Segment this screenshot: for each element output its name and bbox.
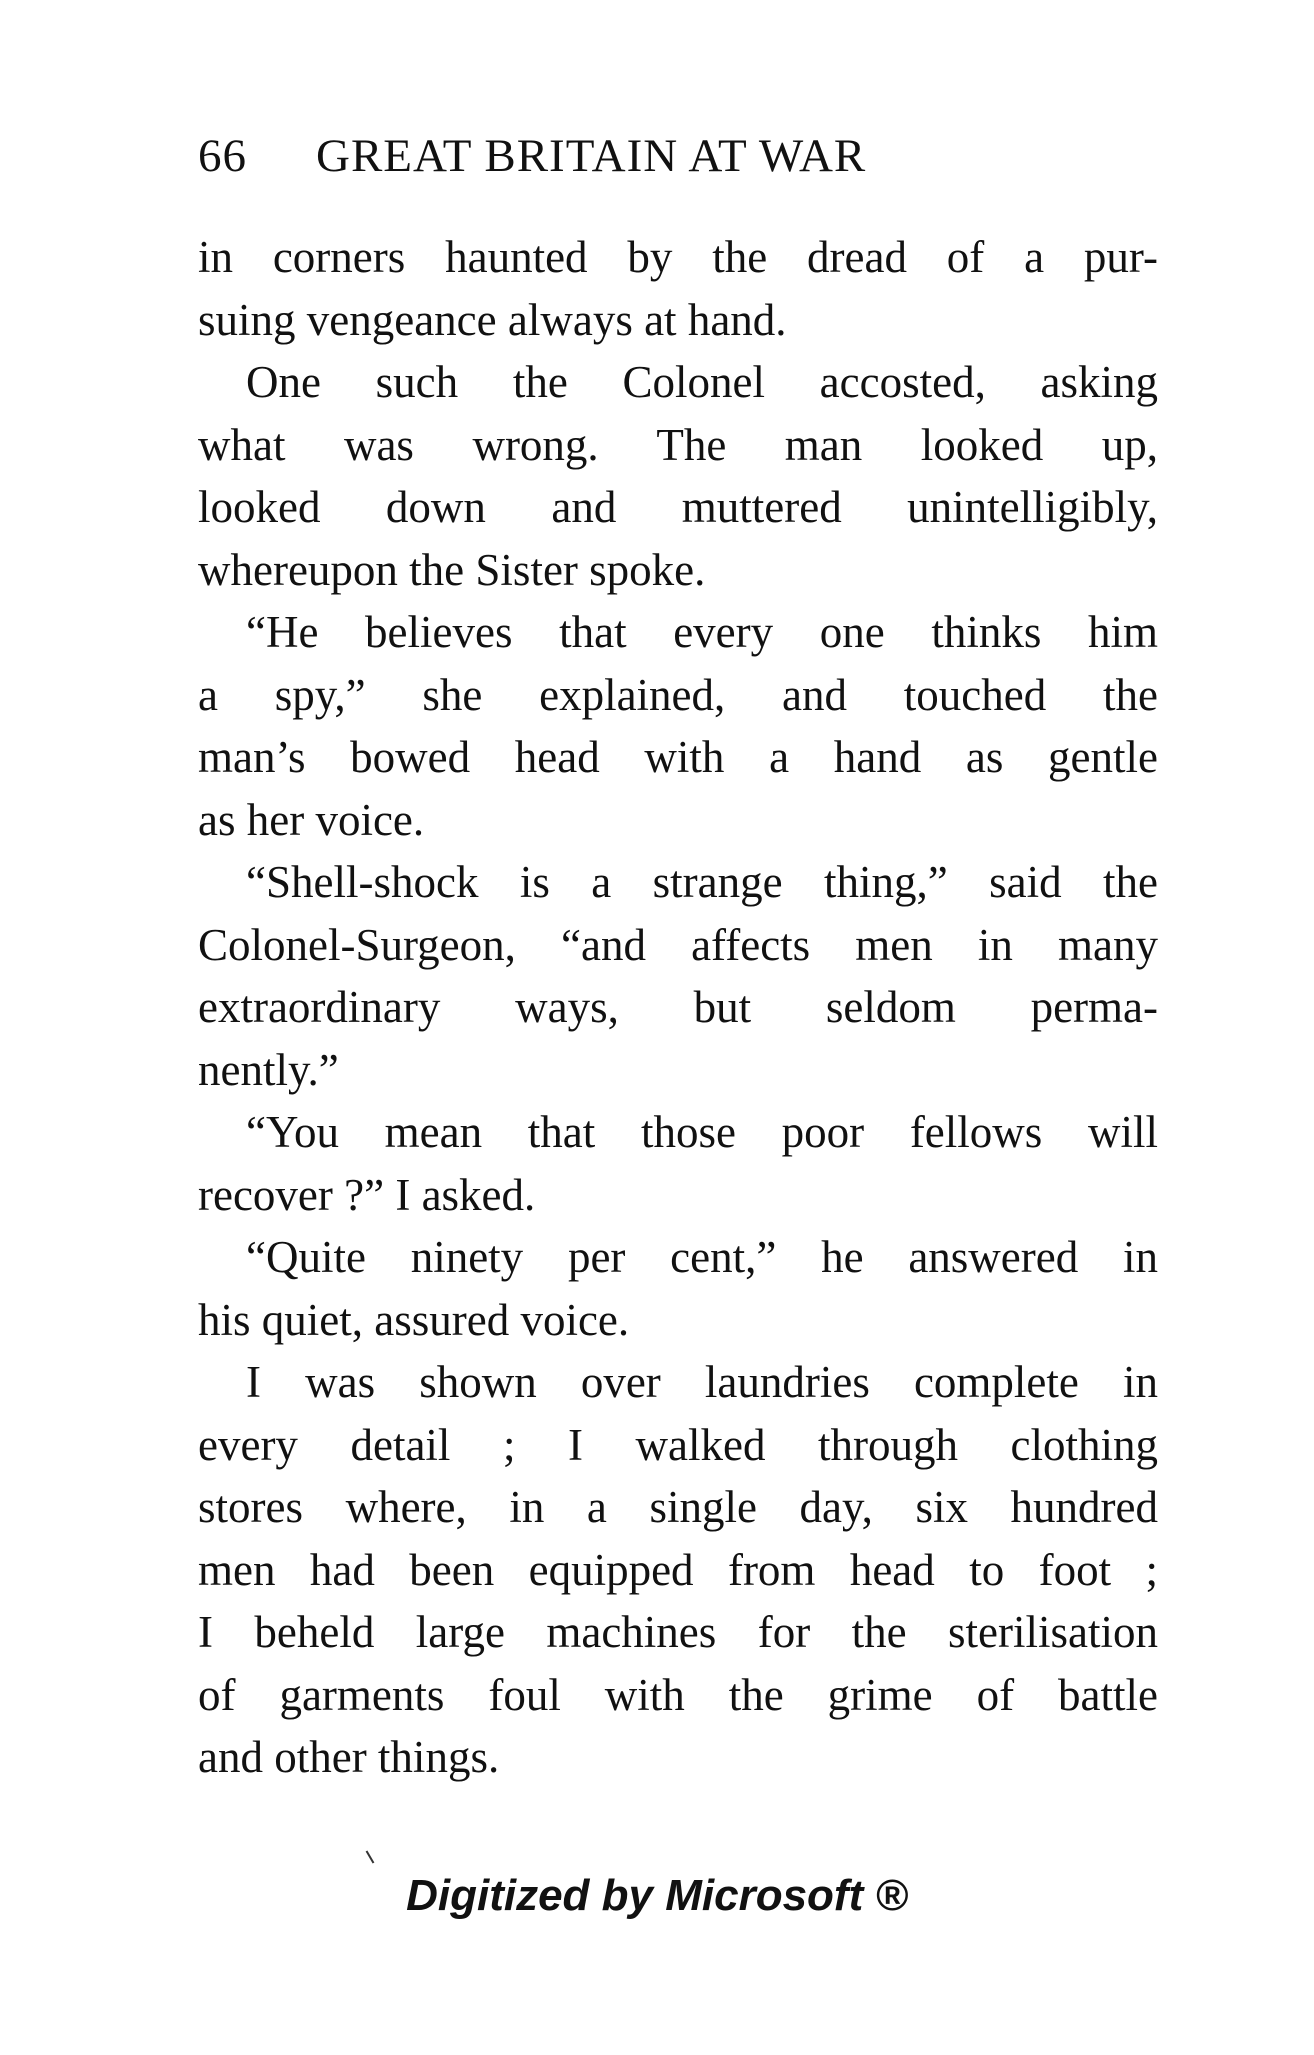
running-title: GREAT BRITAIN AT WAR xyxy=(316,130,867,182)
text-line: extraordinary ways, but seldom perma- xyxy=(198,982,1158,1032)
text-line: Colonel-Surgeon, “and affects men in many xyxy=(198,919,1158,970)
text-line: every detail ; I walked through clothing xyxy=(198,1419,1158,1470)
text-line: as her voice. xyxy=(198,794,425,845)
scan-mark xyxy=(366,1850,375,1863)
text-line: I beheld large machines for the sterilisation xyxy=(198,1607,1158,1657)
text-line: whereupon the Sister spoke. xyxy=(198,544,706,595)
text-line: man’s bowed head with a hand as gentle xyxy=(198,732,1158,782)
text-line: “He believes that every one thinks him xyxy=(246,607,1158,657)
text-line: suing vengeance always at hand. xyxy=(198,294,787,345)
text-line: in corners haunted by the dread of a pur- xyxy=(198,232,1158,282)
text-line: and other things. xyxy=(198,1732,500,1782)
text-line: I was shown over laundries complete in xyxy=(246,1357,1158,1407)
digitization-watermark: Digitized by Microsoft ® xyxy=(406,1871,908,1920)
text-line: One such the Colonel accosted, asking xyxy=(246,357,1158,407)
text-line: what was wrong. The man looked up, xyxy=(198,419,1158,470)
text-line: of garments foul with the grime of battle xyxy=(198,1669,1158,1720)
text-line: his quiet, assured voice. xyxy=(198,1294,630,1345)
text-line: “Quite ninety per cent,” he answered in xyxy=(246,1232,1158,1282)
body-text xyxy=(198,226,1158,1789)
text-line: stores where, in a single day, six hundred xyxy=(198,1482,1158,1532)
text-line: men had been equipped from head to foot ; xyxy=(198,1544,1158,1595)
text-line: a spy,” she explained, and touched the xyxy=(198,669,1158,720)
text-line: “You mean that those poor fellows will xyxy=(246,1107,1158,1157)
text-line: nently.” xyxy=(198,1044,339,1095)
text-line: recover ?” I asked. xyxy=(198,1169,536,1220)
text-line: “Shell-shock is a strange thing,” said the xyxy=(246,857,1158,907)
text-line: looked down and muttered unintelligibly, xyxy=(198,482,1158,532)
page-number: 66 xyxy=(198,130,247,182)
running-head xyxy=(198,128,866,184)
